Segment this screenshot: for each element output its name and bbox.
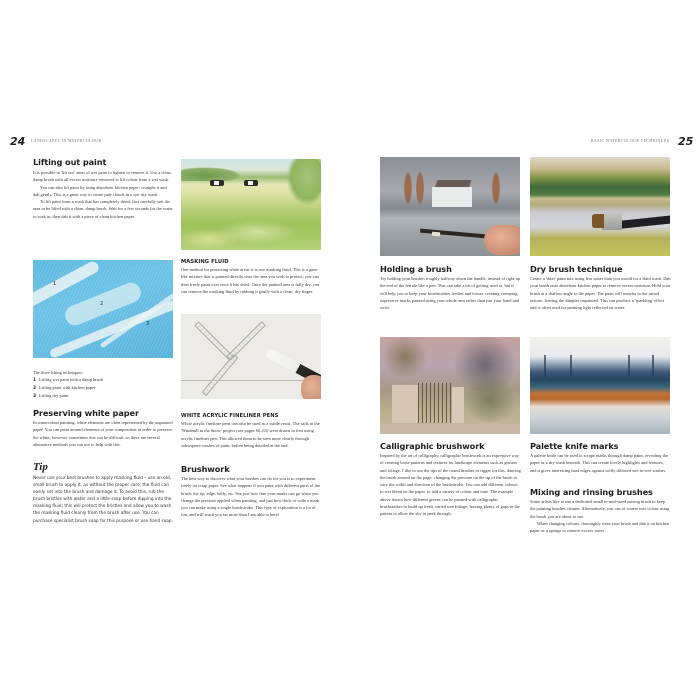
paragraph: It is possible to 'lift out' areas of wet paint to lighten or remove it. Use a clean, damp brush with all excess moisture removed to lift colour from a wet wash. [33,170,172,183]
brush-bristles [592,214,604,228]
path [380,424,520,434]
image-sky-lifting [33,260,173,358]
page-number-right: 25 [678,135,694,148]
cow [244,180,258,186]
caption-intro: The three lifting techniques: [33,370,84,375]
tree [570,355,572,377]
tree [416,171,424,205]
tree [652,355,654,377]
hand [484,225,520,255]
iron-gate [418,383,452,423]
text-preserving-white-paper: In watercolour painting, white elements are often represented by the unpainted paper. You can paint around elements of your composition in order to preserve the white; however, sometimes this can be difficult, so there are several alternative methods you can use to help with this. [33,420,173,447]
tip-text: Never use your best brushes to apply masking fluid – use an old, small brush to apply it, as without the proper care, the fluid can easily set into the brush and damage it. To avoid this, rub the brush bristles with water and a little soap before dipping into the masking fluid; this will protect the bristles and allow you to wash the masking fluid cleanly from the brush after use. You can purchase specialist brush soap for this purpose or use hand soap. [33,476,173,524]
foliage [460,377,520,422]
foliage [380,337,430,377]
caption-item: 1 Lifting wet paint with a damp brush [33,377,103,383]
image-palette-knife-marks [530,337,670,434]
image-cottage-holding-brush [380,157,520,256]
text-calligraphic-brushwork: Inspired by the art of calligraphy, calligraphic brushwork is an expressive way of creating loose patterns and textures for landscape elements such as grasses and foliage. I like to use the tips of the round brushes or rigger for this, dancing the brush around on the page, changing the pressure on the tip of the brush to vary the width and direction of the brushstroke. You can add different colours to wet blend on the paper, to add a variety of colour and tone. The example above shows how different greens can be painted with calligraphic brushstrokes to build up fresh, varied tree foliage, leaving plenty of gaps in the pattern to allow the sky to peek through. [380,453,521,517]
cottage [432,187,472,207]
trees [287,159,321,205]
page-number-left: 24 [10,135,26,148]
image-gate-calligraphic [380,337,520,434]
text-masking-fluid: One method for protecting white areas is to use masking fluid. This is a gum-like mixture that is painted directly onto the area you wish to protect; you can then freely paint over once it has dried. Once the painted area is fully dry, you can remove the masking fluid by rubbing it gently with a clean, dry finger. [181,267,320,294]
tree [544,355,546,377]
tree [404,171,412,205]
heading-mixing-rinsing: Mixing and rinsing brushes [530,487,653,497]
ground-line [181,380,321,381]
caption-item: 2 Lifting paint with kitchen paper [33,385,96,391]
text-mixing-rinsing [530,498,671,534]
heading-holding-a-brush: Holding a brush [380,264,452,274]
cow [210,180,224,186]
image-dry-brush-landscape [530,157,670,256]
label-1: 1 [53,281,57,287]
heading-calligraphic-brushwork: Calligraphic brushwork [380,441,485,451]
hand [301,375,321,399]
brush-ferrule [602,212,622,230]
gate-pillar [452,387,464,423]
running-head-left: LANDSCAPES IN WATERCOLOUR [31,139,102,143]
image-meadow-cows [181,159,321,250]
text-lifting-out-paint [33,169,173,220]
trees [181,167,241,181]
running-head-right: BASIC WATERCOLOUR TECHNIQUES [591,139,670,143]
tree [628,355,630,377]
heading-brushwork: Brushwork [181,464,230,474]
tip-heading: Tip [33,461,48,473]
gate-pillar [392,385,418,423]
paragraph: When changing colours, thoroughly rinse your brush and dab it on kitchen paper or a sponge to remove excess water. [530,520,670,534]
windmill-sail [202,354,239,396]
text-holding-a-brush: Try holding your brushes roughly halfway down the handle, instead of right up the end of the ferrule like a pen. This can take a bit of getting used to, but it will help you to keep your brushstrokes fresher and looser, creating sweeping, expressive marks painted using your whole arm rather than just your hand and wrist. [380,276,521,311]
label-3: 3 [146,321,150,327]
text-palette-knife: A palette knife can be used to scrape marks through damp paint, revealing the paper or a dry wash beneath. This can create lovely highlights and textures, and it gives interesting hard edges against softly diffused wet-in-wet washes. [530,453,669,473]
paragraph: To lift paint from a wash that has completely dried, first carefully wet the area to be lifted with a clean, damp brush. Wait for a few seconds for the water to soak in, then dab it with a piece of clean kitchen paper. [33,199,173,219]
heading-preserving-white-paper: Preserving white paper [33,408,139,418]
heading-palette-knife: Palette knife marks [530,441,619,451]
heading-lifting-out-paint: Lifting out paint [33,157,107,167]
heading-masking-fluid: MASKING FLUID [181,259,229,265]
brush-ferrule [432,232,440,237]
tree [492,171,500,205]
text-dry-brush: Create a 'drier' paint mix using less water than you would for a fluid wash. Dab your brush onto absorbent kitchen paper to remove excess moisture. Hold your brush at a shallow angle to the paper. The paint will transfer to the raised texture, leaving the dimples unpainted. This can produce a 'sparkling' effect and is often used for painting light reflected on water. [530,276,671,311]
label-2: 2 [100,301,104,307]
paragraph: Some artists like to use a dedicated small to mid-sized mixing brush to keep the painting brushes cleaner. Alternatively, you can of course mix colour using the brush you are about to use. [530,499,670,519]
caption-item: 3 Lifting dry paint [33,393,69,399]
text-white-acrylic-pens: White acrylic fineliner pens can also be used as a subtle resist. The sails in the 'Windmill in the Snow' project (see pages 60–63) were drawn in first using acrylic fineliner pen. This allowed them to be seen more clearly through subsequent washes of paint, before being detailed at the end. [181,421,320,448]
image-windmill-pen [181,314,321,399]
paragraph: You can also lift paint by using absorbent kitchen paper: crumple it and dab gently. This is a great way to create pale clouds in a wet sky wash. [33,184,167,197]
heading-white-acrylic-pens: WHITE ACRYLIC FINELINER PENS [181,413,279,419]
caption-lifting-techniques [33,369,173,400]
heading-dry-brush: Dry brush technique [530,264,623,274]
text-brushwork: The best way to discover what your brushes can do for you is to experiment freely on scrap paper. See what happens if you paint with different parts of the brush: the tip, edge, belly, etc. See just how fine your marks can go when you change the pressure applied when painting, and just how thick or wide a mark you can make using a single brushstroke. This type of exploration is a lot of fun, and will teach you far more than I am able to here! [181,476,321,518]
